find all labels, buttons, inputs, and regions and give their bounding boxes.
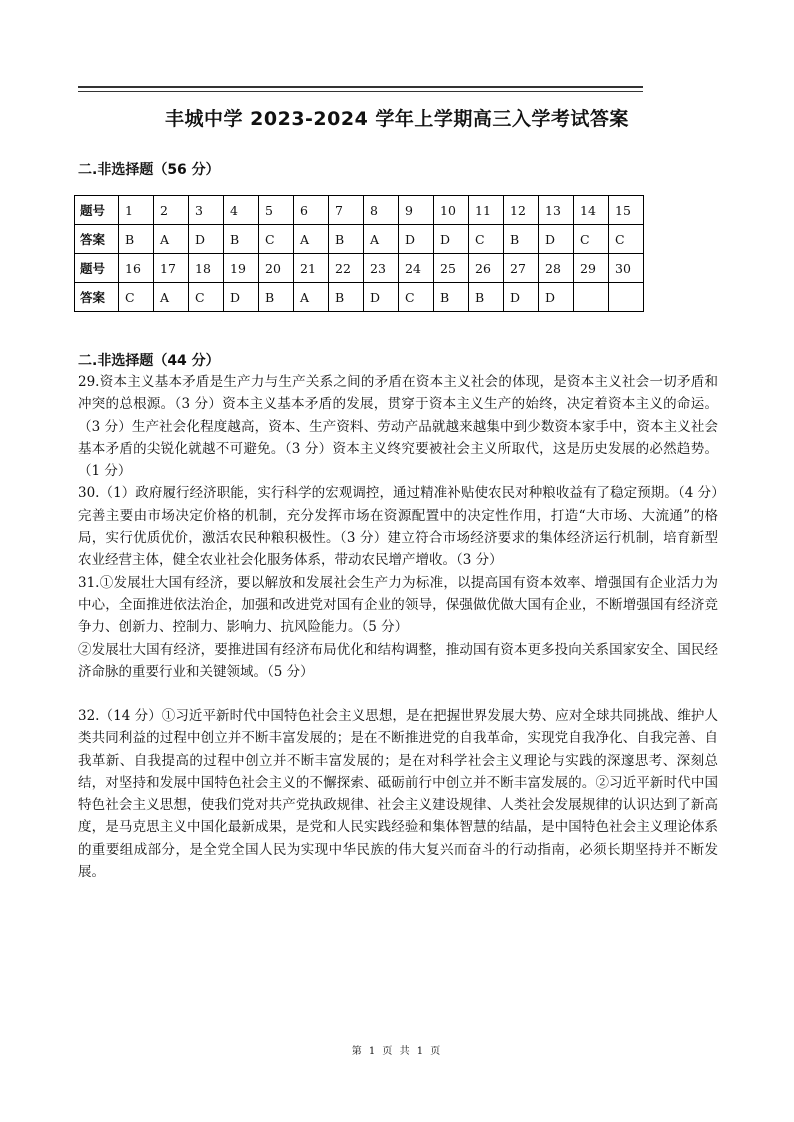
table-cell: D: [364, 283, 399, 312]
table-cell: 13: [539, 196, 574, 225]
table-cell: 14: [574, 196, 609, 225]
table-cell: 27: [504, 254, 539, 283]
table-row-header: 题号: [75, 254, 119, 283]
table-cell: 19: [224, 254, 259, 283]
table-cell: C: [574, 225, 609, 254]
table-cell: 5: [259, 196, 294, 225]
table-row: [75, 196, 644, 225]
header-rule-thick: [78, 86, 643, 88]
table-cell: 30: [609, 254, 644, 283]
answers-block: [78, 371, 718, 683]
table-cell: C: [119, 283, 154, 312]
table-row-header: 题号: [75, 196, 119, 225]
table-cell: D: [189, 225, 224, 254]
table-row-header: 答案: [75, 225, 119, 254]
table-row: [75, 254, 644, 283]
table-cell: C: [259, 225, 294, 254]
table-cell: 12: [504, 196, 539, 225]
table-cell: C: [189, 283, 224, 312]
table-cell: 25: [434, 254, 469, 283]
answer-q32: 32.（14 分）①习近平新时代中国特色社会主义思想，是在把握世界发展大势、应对全球共同挑战、维护人类共同利益的过程中创立并不断丰富发展的；是在不断推进党的自我革命，实现党自我净化、自我完善、自我革新、自我提高的过程中创立并不断丰富发展的；是在对科学社会主义理论与实践的深邃思考、深刻总结，对坚持和发展中国特色社会主义的不懈探索、砥砺前行中创立并不断丰富发展的。②习近平新时代中国特色社会主义思想，使我们党对共产党执政规律、社会主义建设规律、人类社会发展规律的认识达到了新高度，是马克思主义中国化最新成果，是党和人民实践经验和集体智慧的结晶，是中国特色社会主义理论体系的重要组成部分，是全党全国人民为实现中华民族的伟大复兴而奋斗的行动指南，必须长期坚持并不断发展。: [78, 708, 718, 881]
answer-table: [74, 195, 644, 312]
table-cell: A: [294, 283, 329, 312]
table-cell: 29: [574, 254, 609, 283]
table-cell: [574, 283, 609, 312]
table-cell: C: [399, 283, 434, 312]
table-cell: B: [504, 225, 539, 254]
table-cell: D: [399, 225, 434, 254]
table-cell: 17: [154, 254, 189, 283]
table-row: [75, 283, 644, 312]
table-cell: 1: [119, 196, 154, 225]
table-cell: D: [539, 225, 574, 254]
table-cell: B: [224, 225, 259, 254]
table-cell: 28: [539, 254, 574, 283]
table-cell: A: [364, 225, 399, 254]
table-cell: 6: [294, 196, 329, 225]
table-cell: B: [259, 283, 294, 312]
table-cell: A: [294, 225, 329, 254]
table-row: [75, 225, 644, 254]
table-row-header: 答案: [75, 283, 119, 312]
table-cell: 3: [189, 196, 224, 225]
table-cell: A: [154, 283, 189, 312]
table-cell: 7: [329, 196, 364, 225]
table-cell: C: [609, 225, 644, 254]
table-cell: 2: [154, 196, 189, 225]
table-cell: D: [539, 283, 574, 312]
table-cell: 20: [259, 254, 294, 283]
table-cell: 16: [119, 254, 154, 283]
table-cell: B: [329, 225, 364, 254]
table-cell: C: [469, 225, 504, 254]
table-cell: 21: [294, 254, 329, 283]
table-cell: 23: [364, 254, 399, 283]
header-rule-thin: [78, 91, 643, 92]
table-cell: 24: [399, 254, 434, 283]
table-cell: B: [119, 225, 154, 254]
section-heading-non-choice: 二.非选择题（44 分）: [78, 353, 220, 369]
table-cell: B: [434, 283, 469, 312]
table-cell: D: [434, 225, 469, 254]
table-cell: 26: [469, 254, 504, 283]
table-cell: 10: [434, 196, 469, 225]
table-cell: 15: [609, 196, 644, 225]
table-cell: D: [504, 283, 539, 312]
section-heading-choice: 二.非选择题（56 分）: [78, 162, 220, 178]
table-cell: 9: [399, 196, 434, 225]
table-cell: 8: [364, 196, 399, 225]
answer-q31-part1: 31.①发展壮大国有经济，要以解放和发展社会生产力为标准，以提高国有资本效率、增强国有企业活力为中心，全面推进依法治企，加强和改进党对国有企业的领导，保强做优做大国有企业，不断增强国有经济竞争力、创新力、控制力、影响力、抗风险能力。（5 分）: [78, 574, 718, 636]
table-cell: 18: [189, 254, 224, 283]
table-cell: 11: [469, 196, 504, 225]
table-cell: [609, 283, 644, 312]
page-title: 丰城中学 2023-2024 学年上学期高三入学考试答案: [165, 108, 629, 130]
answer-q31-part2: ②发展壮大国有经济，要推进国有经济布局优化和结构调整，推动国有资本更多投向关系国家安全、国民经济命脉的重要行业和关键领域。（5 分）: [78, 641, 718, 680]
page-footer: 第 1 页 共 1 页: [351, 1046, 443, 1057]
table-cell: A: [154, 225, 189, 254]
table-cell: 4: [224, 196, 259, 225]
table-cell: D: [224, 283, 259, 312]
table-cell: 22: [329, 254, 364, 283]
answer-q30: 30.（1）政府履行经济职能，实行科学的宏观调控，通过精准补贴使农民对种粮收益有了稳定预期。（4 分）完善主要由市场决定价格的机制，充分发挥市场在资源配置中的决定性作用，打造“大市场、大流通”的格局，实行优质优价，激活农民种粮积极性。（3 分）建立符合市场经济要求的集体经济运行机制，培育新型农业经营主体，健全农业社会化服务体系，带动农民增产增收。（3 分）: [78, 485, 718, 569]
table-cell: B: [329, 283, 364, 312]
answer-q29: 29.资本主义基本矛盾是生产力与生产关系之间的矛盾在资本主义社会的体现，是资本主义社会一切矛盾和冲突的总根源。（3 分）资本主义基本矛盾的发展，贯穿于资本主义生产的始终，决定着资本主义的命运。（3 分）生产社会化程度越高，资本、生产资料、劳动产品就越来越集中到少数资本家手中，资本主义社会基本矛盾的尖锐化就越不可避免。（3 分）资本主义终究要被社会主义所取代，这是历史发展的必然趋势。（1 分）: [78, 374, 718, 480]
table-cell: B: [469, 283, 504, 312]
